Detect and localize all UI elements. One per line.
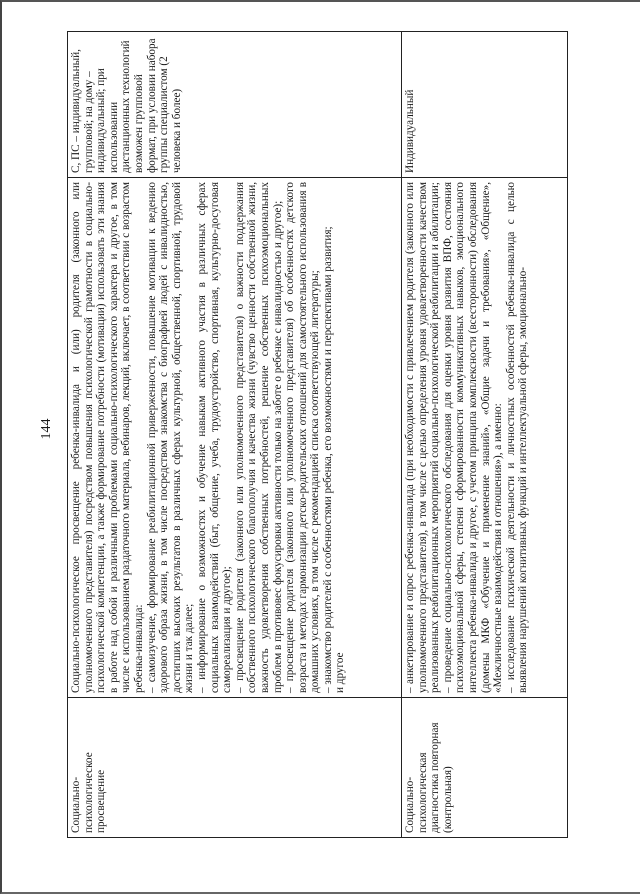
content-paragraph: – информирование о возможностях и обучение навыкам активного участия в различных сферах социальных взаимодействий (быт, общение, учеба, трудоустройство, спортивная, культурно-досуговая самореализация и другое); [195, 182, 234, 693]
measure-name: Социально-психологическая диагностика повторная (контрольная) [404, 722, 454, 833]
form-cell [402, 32, 568, 178]
content-paragraph: – самоизучение, формирование реабилитационной приверженности, повышение мотивации к ведению здорового образа жизни, в том числе посредством знакомства с биографией людей с инвалидностью, достигших высоких результатов в различных сферах культурной, общественной, спортивной, трудовой жизни и так далее; [145, 182, 196, 693]
measure-name-cell [68, 698, 402, 838]
measure-content-cell [68, 178, 402, 698]
content-paragraph: – проведение социально-психологического обследования для оценки уровня развития ВПФ, состояния психоэмоциональной сферы, степени сформированности коммуникативных навыков, эмоционального интеллекта ребенка-инвалида и другое, с учетом принципа комплексности (всесторонности) обследования (домены МКФ «Обучение и применение знаний», «Общие задачи и требования», «Общение», «Межличностные взаимодействия и отношения»), а именно: [441, 182, 505, 693]
content-paragraph: – просвещение родителя (законного или уполномоченного представителя) об особенностях детского возраста и методах гармонизации детско-родительских отношений для самостоятельного использования в домашних условиях, в том числе с рекомендацией списка соответствующей литературы; [284, 182, 322, 693]
table-row [68, 32, 402, 838]
table-row [402, 32, 568, 838]
measure-name: Социально-психологическое просвещение [70, 752, 108, 833]
content-paragraph: – просвещение родителя (законного или уполномоченного представителя) о важности поддержания собственного психологического благополучия и качества жизни (чувство ценности собственной жизни, важность удовлетворения собственных потребностей, решение собственных психоэмоциональных проблем в противовес фокусировки активности только на заботе о ребенке с инвалидностью и другое); [233, 182, 284, 693]
form-text: С, ПС – индивидуальный, групповой; на дому – индивидуальный; при использовании дистанционных технологий возможен групповой формат, при условии набора группы специалистом (2 человека и более) [70, 38, 183, 173]
content-paragraph: – анкетирование и опрос ребенка-инвалида (при необходимости с привлечением родителя (законного или уполномоченного представителя), в том числе с целью определения уровня удовлетворенности качеством реализованных реабилитационных мероприятий социально-психологической реабилитации и абилитации; [404, 182, 442, 693]
page-number: 144 [39, 418, 54, 440]
rehabilitation-table [67, 31, 568, 838]
measure-content-cell [402, 178, 568, 698]
content-paragraph: и другое [334, 652, 347, 693]
rotated-table-block [67, 32, 567, 838]
measure-name-cell [402, 698, 568, 838]
form-text: Индивидуальный [404, 89, 416, 173]
content-paragraph: – исследование психической деятельности и личностных особенностей ребенка-инвалида с целью выявления нарушений когнитивных функций и интеллектуальной сферы, эмоционально- [504, 182, 530, 693]
content-paragraph: Социально-психологическое просвещение ребенка-инвалида и (или) родителя (законного или уполномоченного представителя) посредством повышения психологической грамотности в социально-психологической компетенции, а также формирование потребности (мотивации) использовать эти знания в работе над собой и различными проблемами социально-психологического характера и другое, в том числе с использованием раздаточного материала, вебинаров, лекций, включает, в соответствии с возрастом ребенка-инвалида: [70, 182, 145, 693]
content-paragraph: – знакомство родителей с особенностями ребенка, его возможностями и перспективами развития; [321, 226, 334, 693]
form-cell [68, 32, 402, 178]
